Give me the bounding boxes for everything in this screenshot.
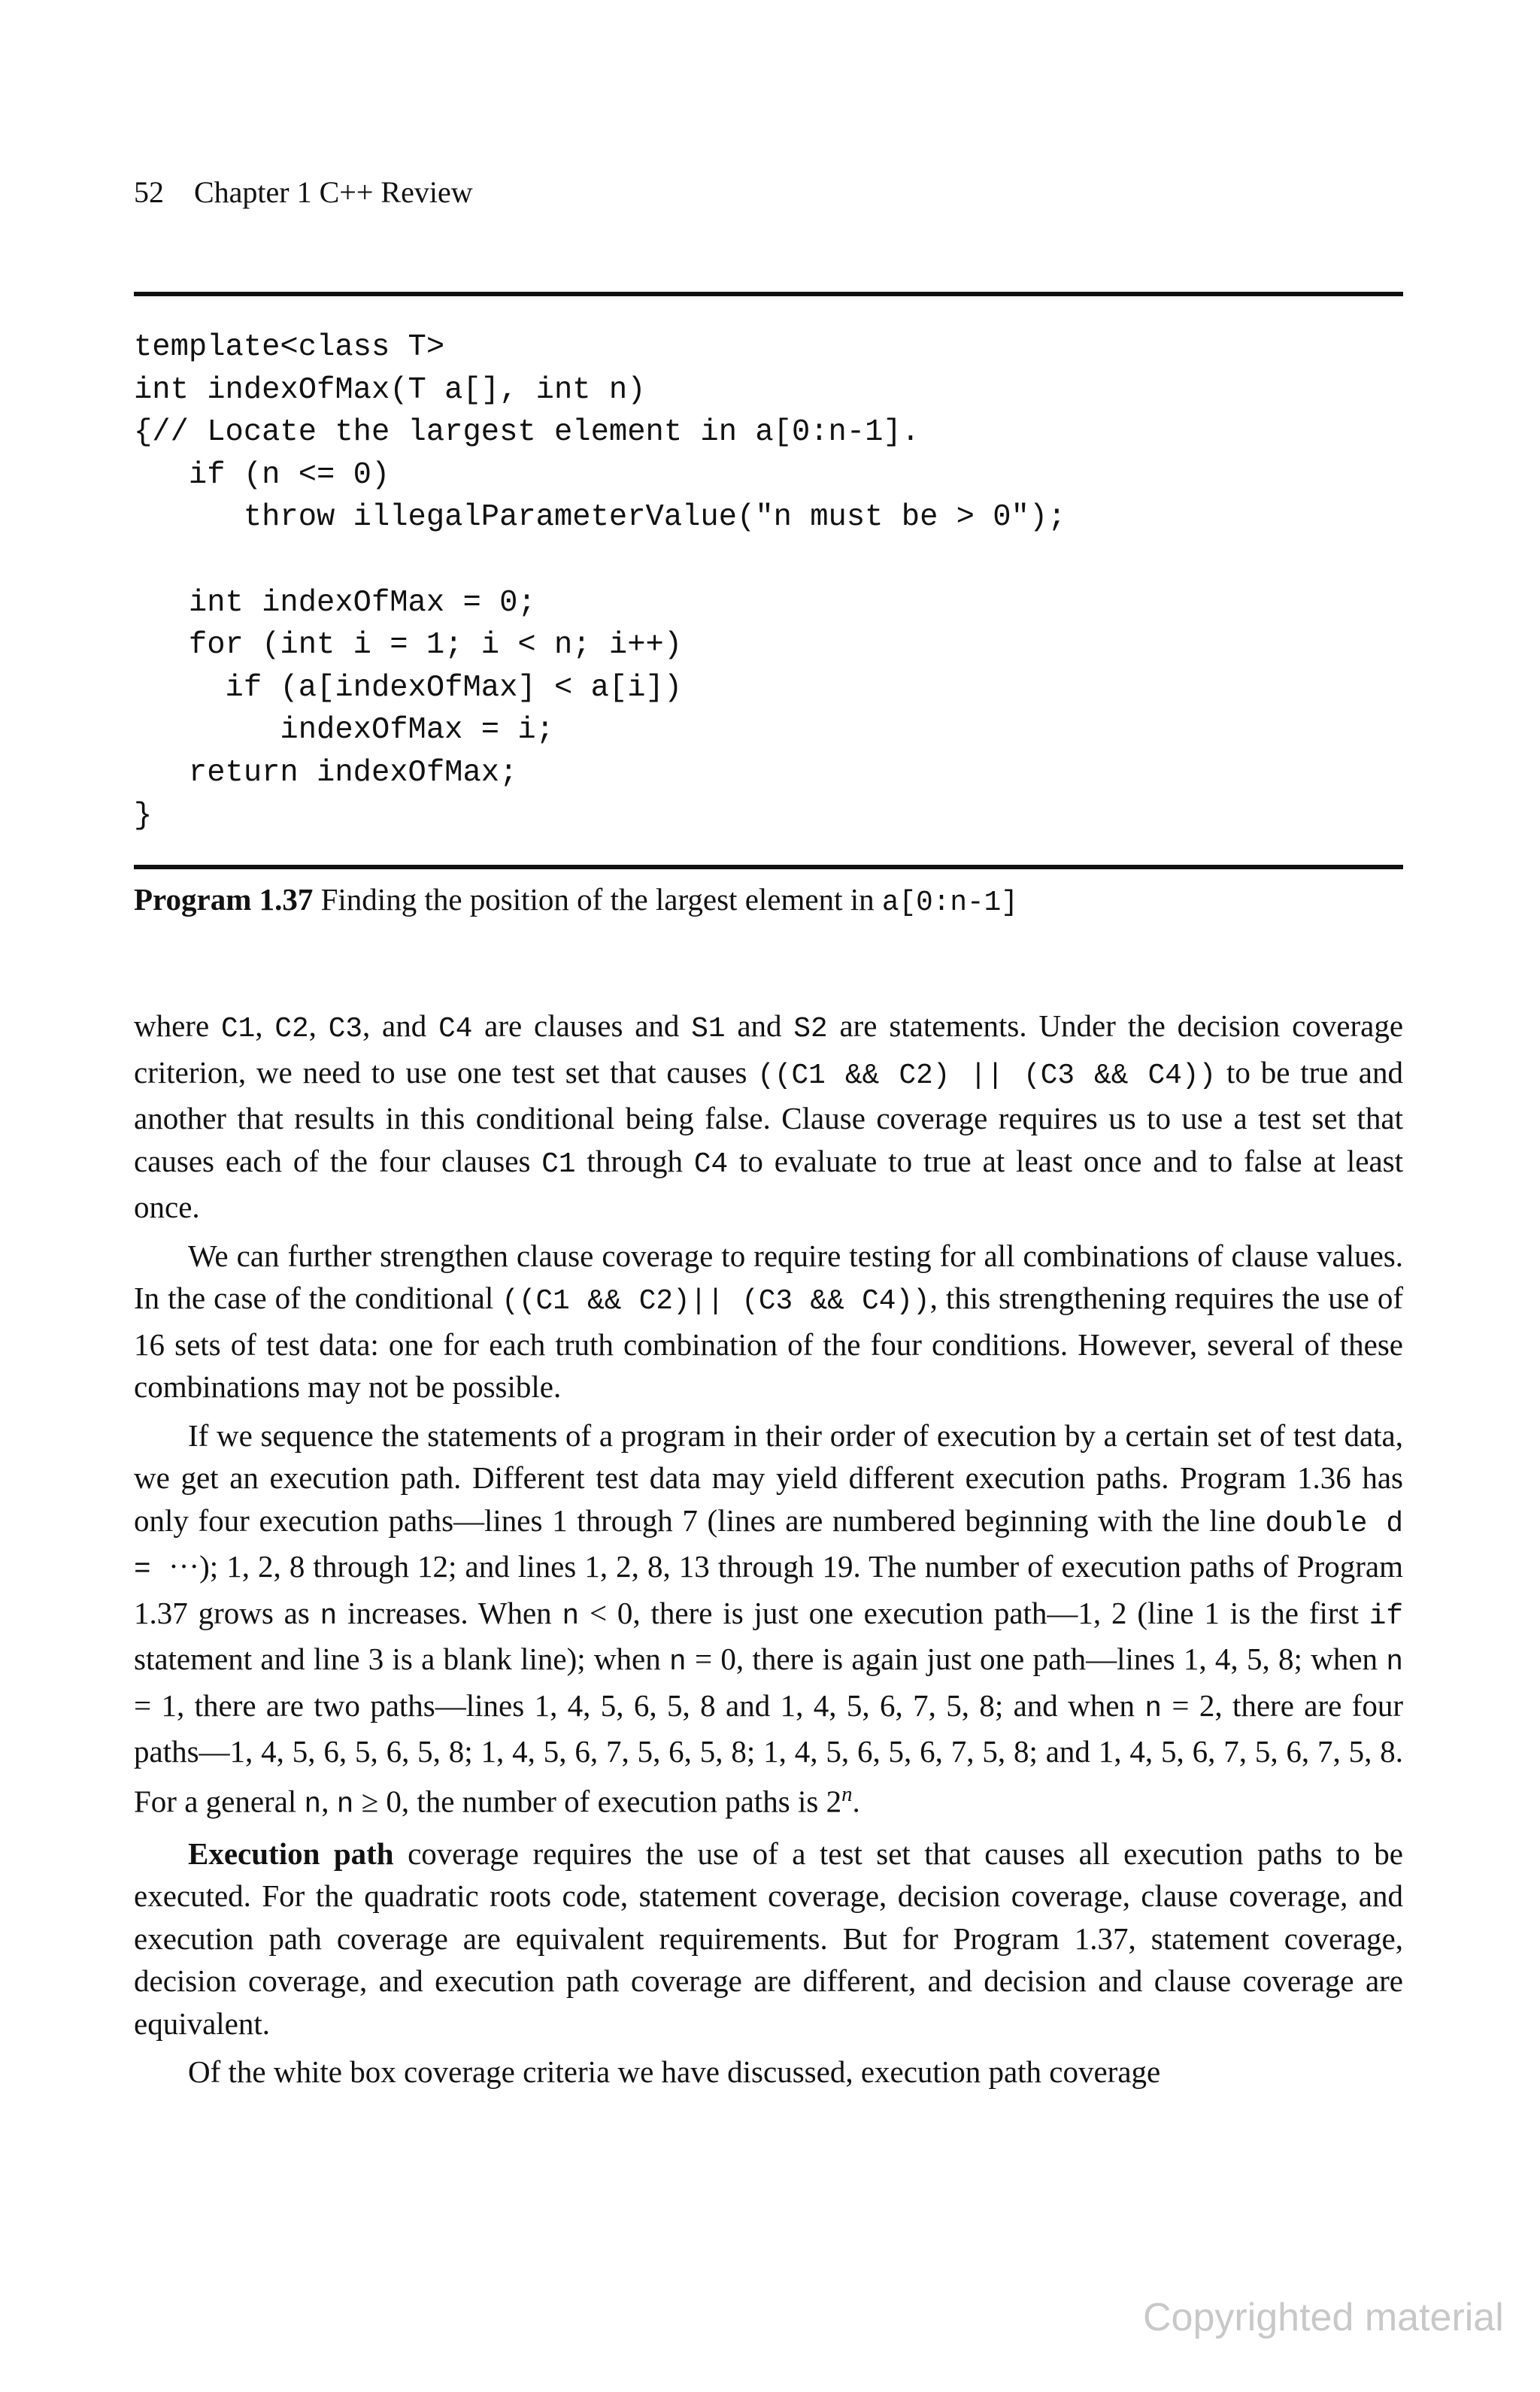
paragraph-5	[134, 2051, 1403, 2093]
code-line: indexOfMax = i;	[134, 713, 554, 748]
text-run: = 1, there are two paths—lines 1, 4, 5, 6, 5, 8 and 1, 4, 5, 6, 7, 5, 8; and when	[134, 1687, 1145, 1723]
code-line: if (a[indexOfMax] < a[i])	[134, 670, 683, 705]
inline-code: n	[562, 1600, 580, 1633]
inline-code: if	[1369, 1600, 1403, 1633]
text-run: ,	[308, 1008, 329, 1043]
superscript: n	[841, 1781, 853, 1806]
page-number: 52	[134, 175, 164, 209]
paragraph-2	[134, 1235, 1403, 1408]
text-run: , and	[362, 1008, 439, 1043]
bold-term: Execution path	[188, 1836, 394, 1871]
text-run: statement and line 3 is a blank line); when	[134, 1642, 670, 1676]
caption-label: Program 1.37	[134, 882, 314, 917]
inline-code: C3	[328, 1014, 362, 1045]
code-line: for (int i = 1; i < n; i++)	[134, 628, 683, 663]
inline-code: n	[320, 1600, 338, 1633]
inline-code: C1	[220, 1014, 256, 1045]
text-run: coverage requires the use of a test set that causes all execution paths to be executed. For the quadratic roots code, statement coverage, decision coverage, clause coverage, and execution path coverage are equivalent requirements. But for Program 1.37, statement coverage, decision coverage, and execution path coverage are different, and decision and clause coverage are equivalent.	[134, 1836, 1403, 2041]
body-text	[134, 1005, 1403, 2093]
inline-code: C2	[274, 1014, 309, 1045]
inline-code: ((C1 && C2) || (C3 && C4))	[757, 1060, 1217, 1092]
inline-code: ((C1 && C2)|| (C3 && C4))	[502, 1286, 930, 1317]
code-line: template<class T>	[134, 330, 445, 365]
text-run: to be true and another that results in this conditional being false. Clause coverage requires us to use a test set that causes each of the four clauses	[134, 1054, 1403, 1178]
text-run: where	[134, 1008, 221, 1043]
text-run: to evaluate to true at least once and to false at least once.	[134, 1143, 1404, 1224]
text-run: ,	[321, 1784, 337, 1819]
text-run: ≥ 0, the number of execution paths is 2	[353, 1784, 842, 1819]
program-code	[134, 326, 1066, 837]
code-line: int indexOfMax = 0;	[134, 585, 536, 620]
text-run: = 2, there are four paths—1, 4, 5, 6, 5, 6, 5, 8; 1, 4, 5, 6, 7, 5, 6, 5, 8; 1, 4, 5, 6, 5, 6, 7, 5, 8; and 1, 4, 5, 6, 7, 5, 6, 7, 5, 8. For a general	[134, 1687, 1404, 1819]
caption-code: a[0:n-1]	[881, 887, 1018, 919]
inline-code: S2	[793, 1014, 828, 1045]
inline-code: n	[304, 1789, 322, 1821]
inline-code: n	[669, 1647, 687, 1678]
text-run: increases. When	[337, 1595, 562, 1630]
program-top-rule	[134, 292, 1403, 296]
chapter-title: Chapter 1 C++ Review	[194, 175, 473, 209]
code-line: {// Locate the largest element in a[0:n-1].	[134, 415, 920, 450]
code-line: int indexOfMax(T a[], int n)	[134, 372, 646, 408]
inline-code: C4	[693, 1148, 729, 1181]
paragraph-3	[134, 1414, 1403, 1827]
code-line	[134, 539, 1066, 582]
code-line: return indexOfMax;	[134, 755, 518, 790]
copyright-watermark: Copyrighted material	[1143, 2296, 1504, 2339]
inline-code: n	[336, 1789, 354, 1821]
inline-code: C4	[438, 1014, 473, 1045]
text-run: If we sequence the statements of a program in their order of execution by a certain set of test data, we get an execution path. Different test data may yield different execution paths. Program 1.36 has only four execution paths—lines 1 through 7 (lines are numbered beginning with the line	[134, 1417, 1403, 1538]
page-header	[134, 174, 473, 210]
program-caption	[134, 881, 1018, 919]
paragraph-1	[134, 1005, 1403, 1229]
text-run: We can further strengthen clause coverage to require testing for all combinations of clause values. In the case of the conditional	[134, 1238, 1403, 1315]
code-line: }	[134, 798, 153, 833]
inline-code: C1	[541, 1148, 576, 1181]
text-run: = 0, there is again just one path—lines 1, 4, 5, 8; when	[686, 1642, 1387, 1676]
text-run: are clauses and	[472, 1008, 692, 1043]
caption-text: Finding the position of the largest element in	[313, 882, 882, 917]
text-run: and	[725, 1008, 794, 1043]
inline-code: S1	[691, 1014, 726, 1045]
text-run: are statements. Under the decision coverage criterion, we need to use one test set that causes	[134, 1008, 1404, 1090]
program-bottom-rule	[134, 865, 1403, 869]
inline-code: double d =	[134, 1508, 1403, 1586]
text-run: ···); 1, 2, 8 through 12; and lines 1, 2, 8, 13 through 19. The number of execution paths of Program 1.37 grows as	[134, 1549, 1403, 1630]
text-run: ,	[255, 1008, 275, 1043]
inline-code: n	[1386, 1647, 1403, 1678]
text-run: < 0, there is just one execution path—1, 2 (line 1 is the first	[579, 1595, 1369, 1630]
text-run: through	[575, 1143, 694, 1178]
code-line: if (n <= 0)	[134, 457, 390, 493]
text-run: , this strengthening requires the use of 16 sets of test data: one for each truth combination of the four conditions. However, several of these combinations may not be possible.	[134, 1281, 1403, 1404]
code-line: throw illegalParameterValue("n must be > 0");	[134, 500, 1066, 535]
paragraph-4	[134, 1833, 1403, 2045]
inline-code: n	[1144, 1693, 1162, 1725]
text-run: .	[852, 1784, 860, 1819]
text-run: Of the white box coverage criteria we have discussed, execution path coverage	[188, 2054, 1161, 2090]
